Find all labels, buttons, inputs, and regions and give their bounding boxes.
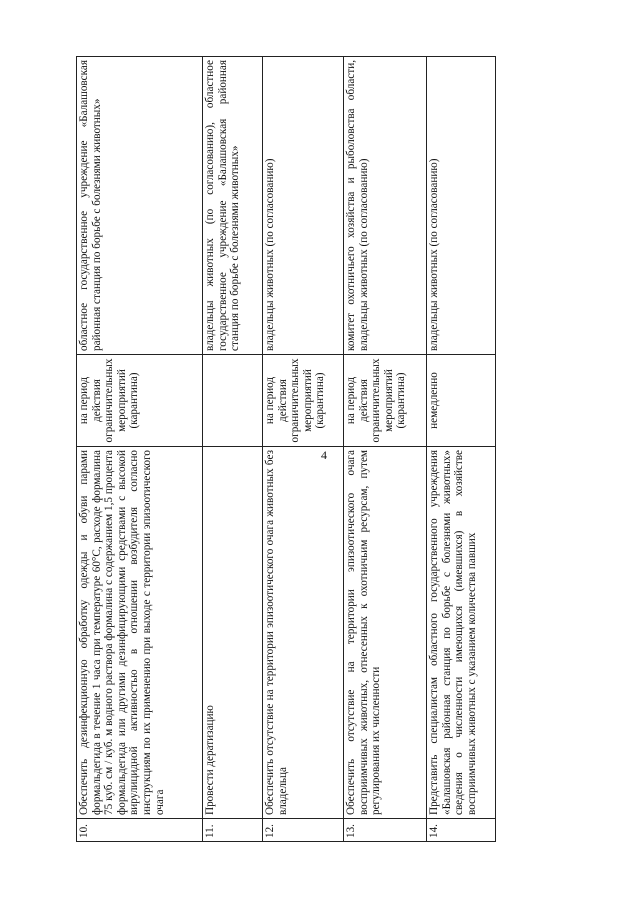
measure-period — [203, 355, 263, 447]
measures-table — [76, 56, 496, 842]
measure-period: на период действия ограничительных мероприятий (карантина) — [77, 355, 203, 447]
measure-responsible: областное государственное учреждение «Балашовская районная станция по борьбе с болезнями животных» — [77, 57, 203, 355]
row-number: 12. — [263, 819, 344, 842]
page-number: 4 — [321, 448, 327, 462]
measure-description: Провести дератизацию — [203, 447, 263, 819]
row-number: 14. — [427, 819, 496, 842]
measure-description: Обеспечить отсутствие на территории эпизоотического очага восприимчивых животных, отнесенных к охотничьим ресурсам, путем регулирования их численности — [344, 447, 427, 819]
rotated-table-wrapper — [76, 57, 494, 842]
table-row — [427, 57, 496, 842]
measure-description: Обеспечить отсутствие на территории эпизоотического очага животных без владельца — [263, 447, 344, 819]
measure-responsible: комитет охотничьего хозяйства и рыболовства области, владельцы животных (по согласованию) — [344, 57, 427, 355]
measure-responsible: владельцы животных (по согласованию) — [263, 57, 344, 355]
table-row — [344, 57, 427, 842]
row-number: 11. — [203, 819, 263, 842]
measure-period: на период действия ограничительных мероприятий (карантина) — [263, 355, 344, 447]
rotated-table-frame — [76, 57, 494, 842]
table-row — [77, 57, 203, 842]
measure-responsible: владельцы животных (по согласованию), областное государственное учреждение «Балашовская районная станция по борьбе с болезнями животных» — [203, 57, 263, 355]
measure-period: немедленно — [427, 355, 496, 447]
measure-description: Обеспечить дезинфекционную обработку одежды и обуви парами формальдегида в течение 1 часа при температуре 60°С, расходе формалина 75 куб. см / куб. м водного раствора формалина с содержанием 1,5 процента формальдегида или другими дезинфицирующими средствами с высокой вирулицидной активностью в отношении возбудителя согласно инструкциям по их применению при выходе с территории эпизоотического очага — [77, 447, 203, 819]
measure-period: на период действия ограничительных мероприятий (карантина) — [344, 355, 427, 447]
row-number: 10. — [77, 819, 203, 842]
measure-description: Представить специалистам областного государственного учреждения «Балашовская районная станция по борьбе с болезнями животных» сведения о численности имеющихся (имевшихся) в хозяйстве восприимчивых животных с указанием количества павших — [427, 447, 496, 819]
table-row — [203, 57, 263, 842]
measure-responsible: владельцы животных (по согласованию) — [427, 57, 496, 355]
row-number: 13. — [344, 819, 427, 842]
table-row — [263, 57, 344, 842]
